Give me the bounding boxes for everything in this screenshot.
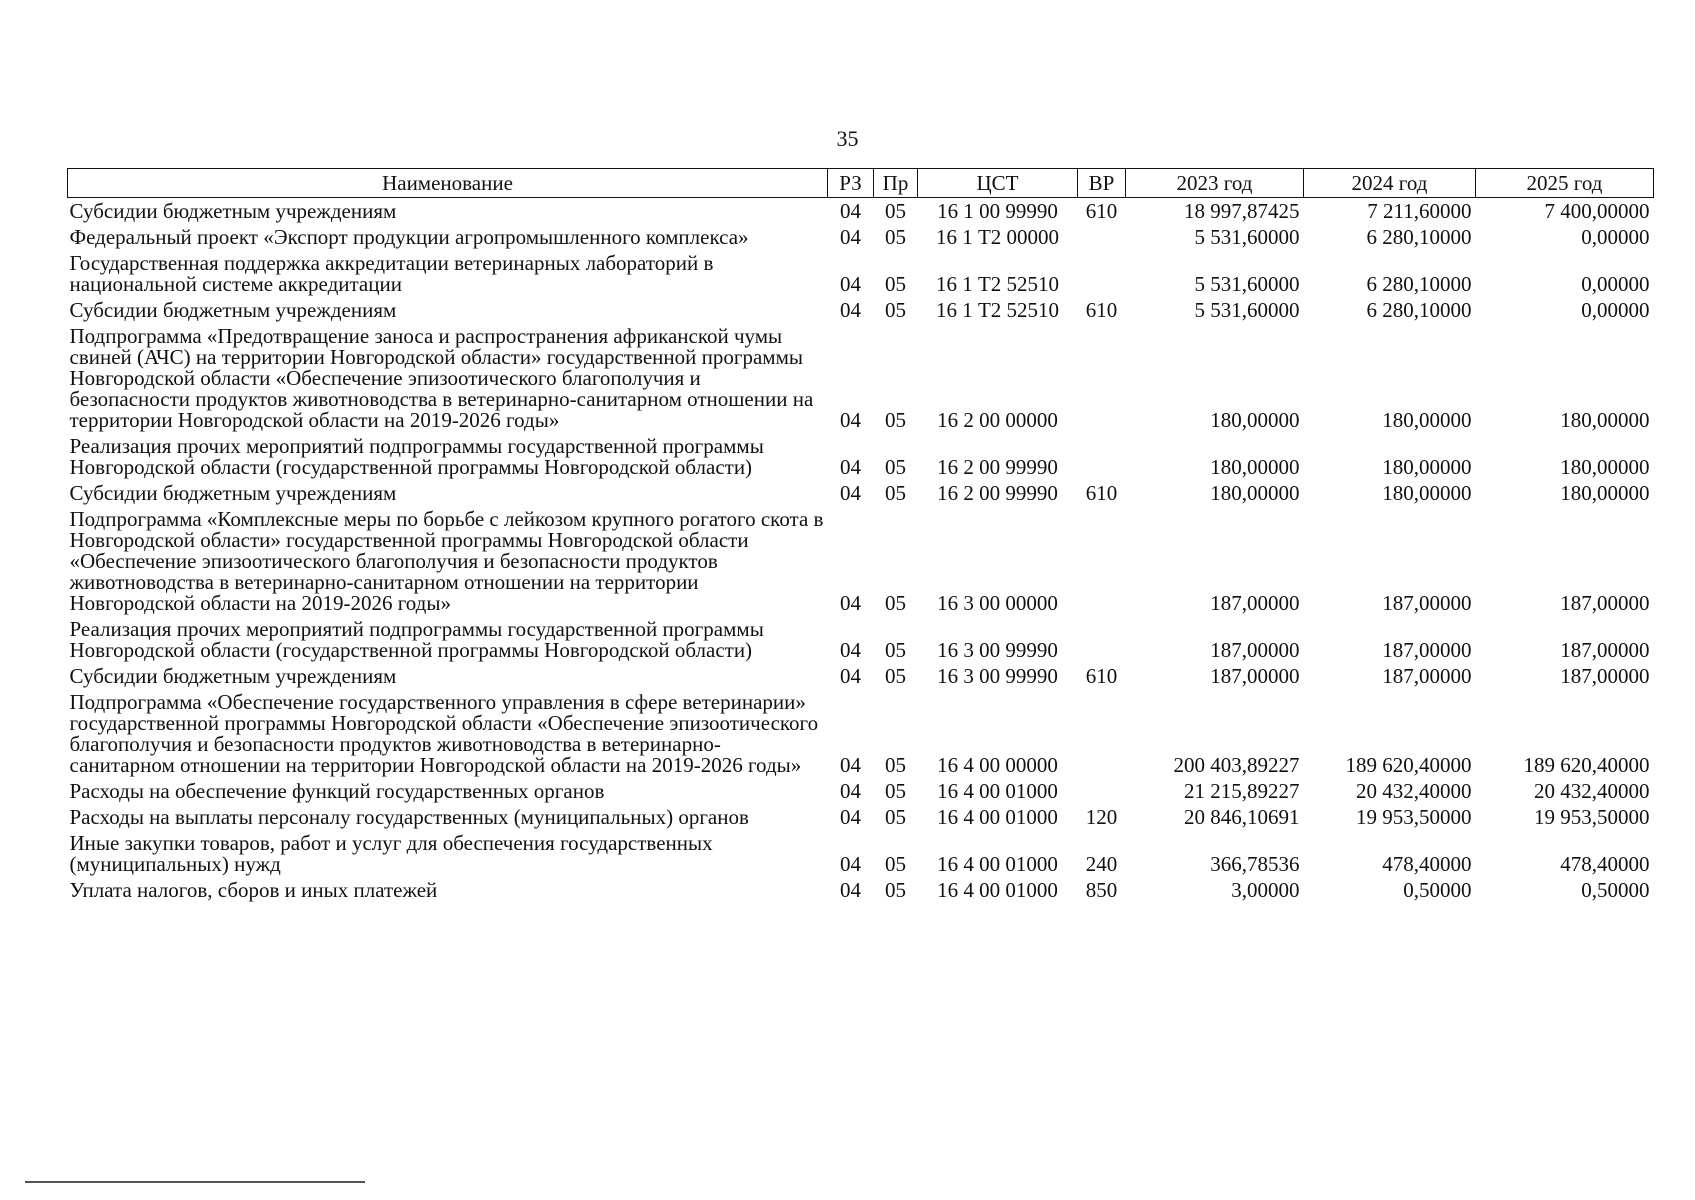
page-number: 35 bbox=[836, 126, 859, 151]
row-name: Государственная поддержка аккредитации ветеринарных лабораторий в национальной системе аккредитации bbox=[69, 251, 714, 296]
row-2023: 187,00000 bbox=[1210, 591, 1300, 615]
row-vr bbox=[1078, 250, 1126, 297]
table-row bbox=[68, 877, 1654, 903]
row-2023: 187,00000 bbox=[1210, 638, 1300, 662]
row-name: Расходы на выплаты персоналу государственных (муниципальных) органов bbox=[69, 805, 749, 829]
row-2023: 187,00000 bbox=[1210, 664, 1300, 688]
row-cst: 16 4 00 01000 bbox=[937, 878, 1058, 902]
row-name: Иные закупки товаров, работ и услуг для обеспечения государственных (муниципальных) нужд bbox=[69, 831, 713, 876]
row-2024: 189 620,40000 bbox=[1345, 753, 1472, 777]
row-2023: 21 215,89227 bbox=[1184, 779, 1300, 803]
row-cst: 16 2 00 99990 bbox=[937, 455, 1058, 479]
row-2023: 180,00000 bbox=[1210, 481, 1300, 505]
row-2025: 187,00000 bbox=[1560, 591, 1650, 615]
row-name: Федеральный проект «Экспорт продукции агропромышленного комплекса» bbox=[69, 225, 749, 249]
row-2025: 7 400,00000 bbox=[1544, 199, 1650, 223]
row-2023: 3,00000 bbox=[1231, 878, 1300, 902]
row-2025: 0,00000 bbox=[1581, 298, 1650, 322]
row-2023: 200 403,89227 bbox=[1173, 753, 1300, 777]
row-2024: 187,00000 bbox=[1382, 591, 1472, 615]
row-rz: 04 bbox=[840, 779, 861, 803]
row-pr: 05 bbox=[885, 664, 906, 688]
row-2024: 0,50000 bbox=[1403, 878, 1472, 902]
row-cst: 16 4 00 01000 bbox=[937, 805, 1058, 829]
row-2025: 20 432,40000 bbox=[1534, 779, 1650, 803]
row-cst: 16 2 00 00000 bbox=[937, 408, 1058, 432]
row-2024: 180,00000 bbox=[1382, 408, 1472, 432]
row-2024: 7 211,60000 bbox=[1367, 199, 1472, 223]
row-pr: 05 bbox=[885, 272, 906, 296]
row-2023: 180,00000 bbox=[1210, 408, 1300, 432]
row-2023: 20 846,10691 bbox=[1184, 805, 1300, 829]
row-2025: 187,00000 bbox=[1560, 664, 1650, 688]
table-body bbox=[68, 198, 1654, 904]
header-2023: 2023 год bbox=[1126, 169, 1304, 198]
row-2024: 6 280,10000 bbox=[1366, 225, 1472, 249]
row-cst: 16 4 00 01000 bbox=[937, 779, 1058, 803]
row-2023: 366,78536 bbox=[1210, 852, 1300, 876]
row-pr: 05 bbox=[885, 805, 906, 829]
row-pr: 05 bbox=[885, 225, 906, 249]
row-rz: 04 bbox=[840, 753, 861, 777]
row-2024: 180,00000 bbox=[1382, 455, 1472, 479]
row-pr: 05 bbox=[885, 753, 906, 777]
row-pr: 05 bbox=[885, 455, 906, 479]
row-pr: 05 bbox=[885, 298, 906, 322]
table-row bbox=[68, 506, 1654, 616]
row-2025: 0,50000 bbox=[1581, 878, 1650, 902]
row-cst: 16 4 00 00000 bbox=[937, 753, 1058, 777]
row-name: Субсидии бюджетным учреждениям bbox=[69, 664, 397, 688]
row-rz: 04 bbox=[840, 805, 861, 829]
table-row bbox=[68, 297, 1654, 323]
row-2025: 19 953,50000 bbox=[1534, 805, 1650, 829]
row-name: Реализация прочих мероприятий подпрограммы государственной программы Новгородской области (государственной программы Новгородской области) bbox=[69, 617, 764, 662]
row-2025: 0,00000 bbox=[1581, 225, 1650, 249]
row-pr: 05 bbox=[885, 199, 906, 223]
table-row bbox=[68, 689, 1654, 778]
row-2023: 5 531,60000 bbox=[1194, 272, 1300, 296]
budget-table bbox=[67, 168, 1654, 903]
header-2025: 2025 год bbox=[1476, 169, 1654, 198]
table-row bbox=[68, 804, 1654, 830]
row-rz: 04 bbox=[840, 408, 861, 432]
row-rz: 04 bbox=[840, 225, 861, 249]
row-rz: 04 bbox=[840, 199, 861, 223]
table-row bbox=[68, 433, 1654, 480]
row-2025: 187,00000 bbox=[1560, 638, 1650, 662]
table-row bbox=[68, 224, 1654, 250]
table-row bbox=[68, 663, 1654, 689]
row-pr: 05 bbox=[885, 779, 906, 803]
row-2024: 20 432,40000 bbox=[1356, 779, 1472, 803]
row-name: Реализация прочих мероприятий подпрограммы государственной программы Новгородской области (государственной программы Новгородской области) bbox=[69, 434, 764, 479]
row-2025: 180,00000 bbox=[1560, 455, 1650, 479]
row-cst: 16 1 Т2 00000 bbox=[935, 225, 1060, 249]
row-name: Субсидии бюджетным учреждениям bbox=[69, 481, 397, 505]
row-pr: 05 bbox=[885, 408, 906, 432]
row-vr: 850 bbox=[1085, 878, 1118, 902]
header-pr: Пр bbox=[874, 169, 918, 198]
row-2023: 180,00000 bbox=[1210, 455, 1300, 479]
row-2024: 180,00000 bbox=[1382, 481, 1472, 505]
row-vr: 610 bbox=[1085, 199, 1118, 223]
row-rz: 04 bbox=[840, 878, 861, 902]
header-name: Наименование bbox=[68, 169, 828, 198]
row-vr bbox=[1078, 778, 1126, 804]
row-2025: 0,00000 bbox=[1581, 272, 1650, 296]
row-2024: 19 953,50000 bbox=[1356, 805, 1472, 829]
row-rz: 04 bbox=[840, 481, 861, 505]
row-2024: 187,00000 bbox=[1382, 638, 1472, 662]
row-pr: 05 bbox=[885, 481, 906, 505]
row-vr: 120 bbox=[1085, 805, 1118, 829]
table-row bbox=[68, 480, 1654, 506]
row-cst: 16 3 00 99990 bbox=[937, 638, 1058, 662]
header-rz: РЗ bbox=[828, 169, 874, 198]
row-name: Подпрограмма «Предотвращение заноса и распространения африканской чумы свиней (АЧС) на территории Новгородской области» государственной программы Новгородской области «Обеспечение эпизоотического благополучия и безопасности продуктов животноводства в ветеринарно-санитарном отношении на территории Новгородской области на 2019-2026 годы» bbox=[69, 324, 814, 432]
row-cst: 16 1 Т2 52510 bbox=[935, 272, 1060, 296]
row-vr bbox=[1078, 616, 1126, 663]
row-rz: 04 bbox=[840, 852, 861, 876]
row-vr bbox=[1078, 689, 1126, 778]
row-2024: 478,40000 bbox=[1382, 852, 1472, 876]
row-name: Субсидии бюджетным учреждениям bbox=[69, 199, 397, 223]
table-row bbox=[68, 323, 1654, 433]
row-rz: 04 bbox=[840, 638, 861, 662]
row-rz: 04 bbox=[840, 455, 861, 479]
table-row bbox=[68, 778, 1654, 804]
row-cst: 16 2 00 99990 bbox=[937, 481, 1058, 505]
row-pr: 05 bbox=[885, 591, 906, 615]
table-row bbox=[68, 198, 1654, 225]
header-cst: ЦСТ bbox=[918, 169, 1078, 198]
table-row bbox=[68, 616, 1654, 663]
table-row bbox=[68, 830, 1654, 877]
row-vr bbox=[1078, 323, 1126, 433]
footer-rule bbox=[25, 1181, 365, 1183]
row-vr bbox=[1078, 224, 1126, 250]
row-2025: 180,00000 bbox=[1560, 481, 1650, 505]
row-rz: 04 bbox=[840, 591, 861, 615]
row-name: Субсидии бюджетным учреждениям bbox=[69, 298, 397, 322]
row-2025: 180,00000 bbox=[1560, 408, 1650, 432]
row-vr bbox=[1078, 433, 1126, 480]
row-vr bbox=[1078, 506, 1126, 616]
row-cst: 16 1 00 99990 bbox=[937, 199, 1058, 223]
row-name: Подпрограмма «Комплексные меры по борьбе с лейкозом крупного рогатого скота в Новгородской области» государственной программы Новгородской области «Обеспечение эпизоотического благополучия и безопасности продуктов животноводства в ветеринарно-санитарном отношении на территории Новгородской области на 2019-2026 годы» bbox=[69, 507, 824, 615]
header-2024: 2024 год bbox=[1304, 169, 1476, 198]
row-2024: 6 280,10000 bbox=[1366, 298, 1472, 322]
row-pr: 05 bbox=[885, 638, 906, 662]
header-vr: ВР bbox=[1078, 169, 1126, 198]
row-vr: 240 bbox=[1085, 852, 1118, 876]
row-vr: 610 bbox=[1085, 298, 1118, 322]
row-cst: 16 3 00 99990 bbox=[937, 664, 1058, 688]
row-rz: 04 bbox=[840, 298, 861, 322]
table-row bbox=[68, 250, 1654, 297]
row-name: Расходы на обеспечение функций государственных органов bbox=[69, 779, 605, 803]
row-2023: 5 531,60000 bbox=[1194, 298, 1300, 322]
row-2024: 187,00000 bbox=[1382, 664, 1472, 688]
row-2025: 478,40000 bbox=[1560, 852, 1650, 876]
row-2023: 5 531,60000 bbox=[1194, 225, 1300, 249]
row-vr: 610 bbox=[1085, 664, 1118, 688]
row-name: Подпрограмма «Обеспечение государственного управления в сфере ветеринарии» государственной программы Новгородской области «Обеспечение эпизоотического благополучия и безопасности продуктов животноводства в ветеринарно-санитарном отношении на территории Новгородской области на 2019-2026 годы» bbox=[69, 690, 819, 777]
row-vr: 610 bbox=[1085, 481, 1118, 505]
row-cst: 16 1 Т2 52510 bbox=[935, 298, 1060, 322]
row-2025: 189 620,40000 bbox=[1523, 753, 1650, 777]
row-cst: 16 3 00 00000 bbox=[937, 591, 1058, 615]
row-rz: 04 bbox=[840, 664, 861, 688]
row-name: Уплата налогов, сборов и иных платежей bbox=[69, 878, 438, 902]
row-2023: 18 997,87425 bbox=[1184, 199, 1300, 223]
row-pr: 05 bbox=[885, 852, 906, 876]
row-cst: 16 4 00 01000 bbox=[937, 852, 1058, 876]
header-row bbox=[68, 169, 1654, 198]
row-pr: 05 bbox=[885, 878, 906, 902]
row-2024: 6 280,10000 bbox=[1366, 272, 1472, 296]
row-rz: 04 bbox=[840, 272, 861, 296]
